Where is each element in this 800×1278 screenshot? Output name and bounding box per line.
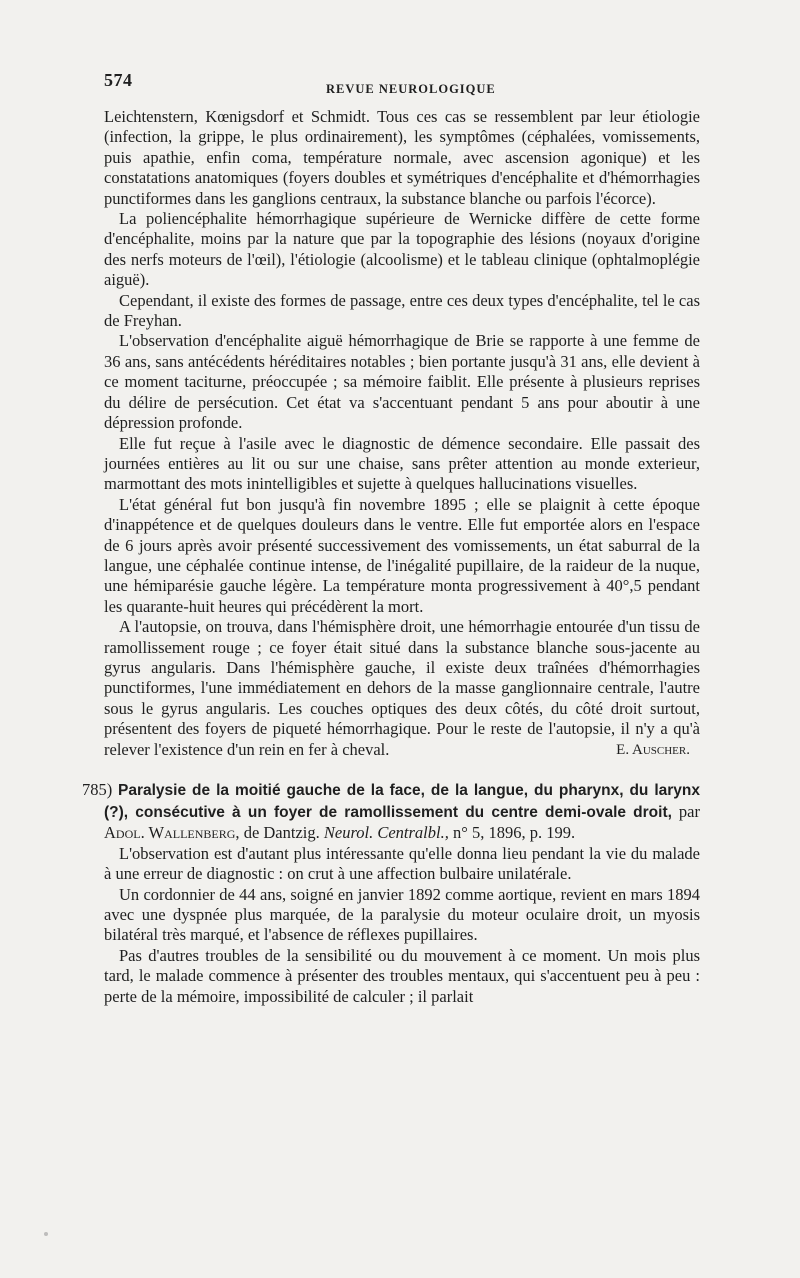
- page-header: [104, 70, 700, 94]
- paragraph: L'observation d'encéphalite aiguë hémorrhagique de Brie se rapporte à une femme de 36 ans, sans antécédents héréditaires notables ; bien portante jusqu'à 31 ans, elle devient à ce moment taciturne, préoccupée ; sa mémoire faiblit. Elle présente à plusieurs reprises du délire de persécution. Cet état va s'accentuant pendant 5 ans pour aboutir à une dépression profonde.: [104, 331, 700, 433]
- paragraph: Pas d'autres troubles de la sensibilité ou du mouvement à ce moment. Un mois plus tard, le malade commence à présenter des troubles mentaux, qui s'accentuent peu à peu : perte de la mémoire, impossibilité de calculer ; il parlait: [104, 945, 700, 1006]
- signature: E. Auscher.: [616, 742, 690, 758]
- paragraph: Leichtenstern, Kœnigsdorf et Schmidt. Tous ces cas se ressemblent par leur étiologie (infection, la grippe, le plus ordinairement), les symptômes (céphalées, vomissements, puis apathie, enfin coma, température normale, avec ascension agonique) et les constatations anatomiques (foyers doubles et symétriques d'encéphalite et d'hémorrhagies punctiformes dans les ganglions centraux, la substance blanche ou parfois l'écorce).: [104, 107, 700, 208]
- entry-by: par: [678, 801, 700, 821]
- scan-speck: [44, 1232, 48, 1236]
- entry-journal: Neurol. Centralbl.,: [323, 823, 449, 843]
- entry-title: Paralysie de la moitié gauche de la face, de la langue, du pharynx, du larynx (?), consécutive à un foyer de ramollissement du centre demi-ovale droit,: [104, 782, 701, 821]
- entry-citation: n° 5, 1896, p. 199.: [452, 823, 576, 843]
- page-body: [82, 107, 701, 1007]
- running-head: REVUE NEUROLOGIQUE: [326, 82, 496, 96]
- entry-heading: [82, 780, 701, 844]
- abstract-entry: [82, 780, 701, 1007]
- paragraph: L'état général fut bon jusqu'à fin novembre 1895 ; elle se plaignit à cette époque d'inappétence et de quelques douleurs dans le ventre. Elle fut emportée alors en l'espace de 6 jours après avoir présenté successivement des vomissements, un état saburral de la langue, une céphalée continue intense, de l'inégalité pupillaire, de la raideur de la nuque, une hémiparésie gauche légère. La température monta progressivement à 40°,5 pendant les quarante-huit heures qui précédèrent la mort.: [104, 494, 700, 616]
- paragraph: L'observation est d'autant plus intéressante qu'elle donna lieu pendant la vie du malade à une erreur de diagnostic : on crut à une affection bulbaire unilatérale.: [104, 843, 700, 884]
- entry-author: Adol. Wallenberg,: [104, 823, 240, 843]
- paragraph: Un cordonnier de 44 ans, soigné en janvier 1892 comme aortique, revient en mars 1894 avec une dyspnée plus marquée, de la paralysie du moteur oculaire droit, un myosis bilatéral très marqué, et l'absence de réflexes pupillaires.: [104, 884, 700, 945]
- paragraph: Elle fut reçue à l'asile avec le diagnostic de démence secondaire. Elle passait des journées entières au lit ou sur une chaise, sans prêter attention au monde exterieur, marmottant des mots inintelligibles et sujette à quelques hallucinations visuelles.: [104, 433, 700, 494]
- page-number: 574: [104, 70, 133, 90]
- entry-place: de Dantzig.: [243, 823, 320, 843]
- paragraph: La poliencéphalite hémorrhagique supérieure de Wernicke diffère de cette forme d'encéphalite, moins par la nature que par la topographie des lésions (noyaux d'origine des nerfs moteurs de l'œil), l'étiologie (alcoolisme) et le tableau clinique (ophtalmoplégie aiguë).: [104, 209, 700, 290]
- paragraph: A l'autopsie, on trouva, dans l'hémisphère droit, une hémorrhagie entourée d'un tissu de ramollissement rouge ; ce foyer était situé dans la substance blanche sous-jacente au gyrus angularis. Dans l'hémisphère gauche, il existe deux traînées d'hémorrhagies punctiformes, l'une immédiatement en dehors de la masse ganglionnaire centrale, l'autre sous le gyrus angularis. Les couches optiques des deux côtés, du côté droit surtout, présentent des foyers de piqueté hémorrhagique. Pour le reste de l'autopsie, il n'y a qu'à relever l'existence d'un rein en fer à cheval.: [104, 617, 700, 759]
- entry-number: 785): [82, 780, 113, 799]
- paragraph: Cependant, il existe des formes de passage, entre ces deux types d'encéphalite, tel le cas de Freyhan.: [104, 290, 700, 331]
